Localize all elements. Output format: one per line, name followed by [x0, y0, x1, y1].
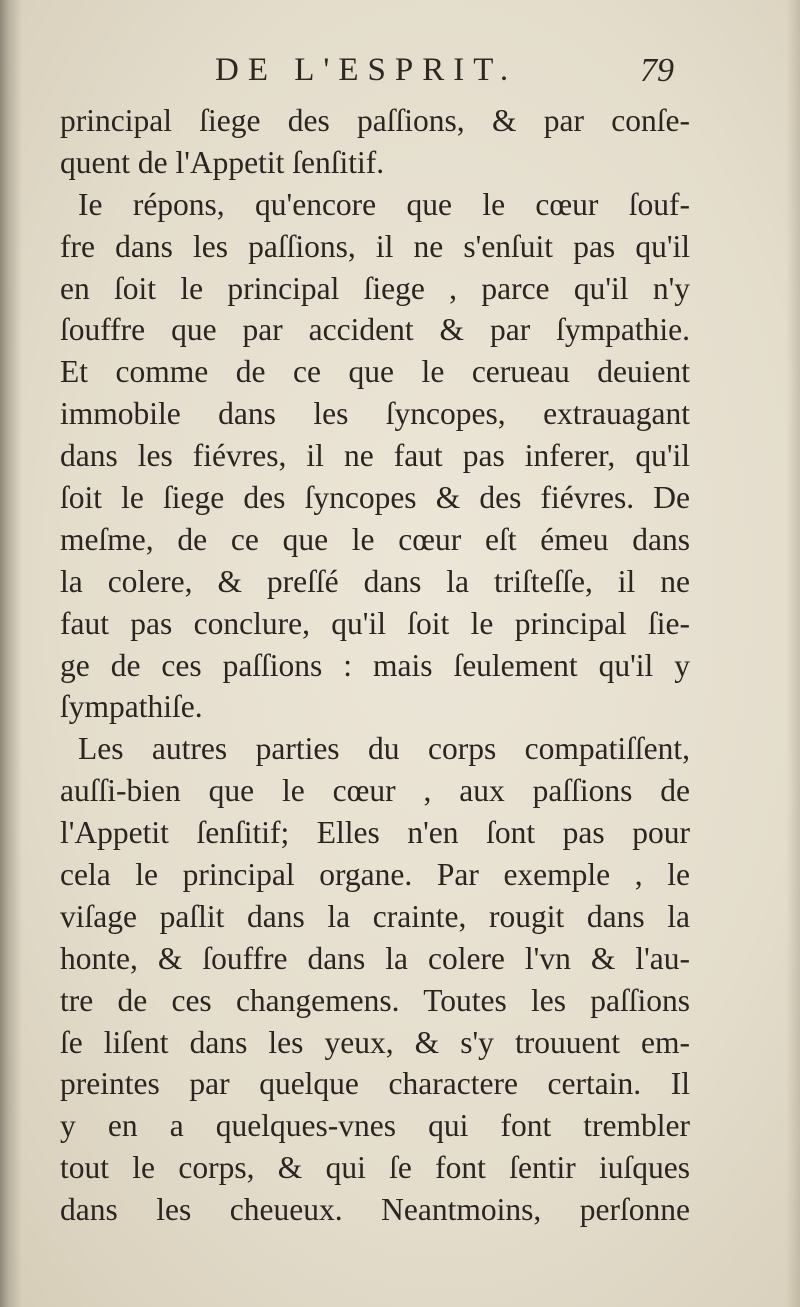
text-line: honte, & ſouffre dans la colere l'vn & l'au- — [60, 940, 690, 976]
text-line: l'Appetit ſenſitif; Elles n'en ſont pas pour — [60, 815, 690, 851]
text-line: viſage paſlit dans la crainte, rougit dans la — [60, 898, 690, 934]
text-line: faut pas conclure, qu'il ſoit le principal ſie- — [60, 605, 690, 641]
text-line: ſoit le ſiege des ſyncopes & des fiévres. De — [60, 480, 690, 516]
page-gutter-shadow — [0, 0, 22, 1307]
text-line: tre de ces changemens. Toutes les paſſions — [60, 982, 690, 1018]
text-line: cela le principal organe. Par exemple , le — [60, 857, 690, 893]
text-line: ſympathiſe. — [60, 689, 203, 725]
text-line: dans les cheueux. Neantmoins, perſonne — [60, 1192, 690, 1228]
text-line: preintes par quelque charactere certain. Il — [60, 1066, 690, 1102]
text-line: ſe liſent dans les yeux, & s'y trouuent em- — [60, 1024, 690, 1060]
text-line: Ie répons, qu'encore que le cœur ſouf- — [78, 186, 690, 222]
text-line: la colere, & preſſé dans la triſteſſe, il ne — [60, 563, 690, 599]
text-line: quent de l'Appetit ſenſitif. — [60, 144, 385, 180]
text-line: immobile dans les ſyncopes, extrauagant — [60, 396, 690, 432]
text-line: Les autres parties du corps compatiſſent, — [78, 731, 690, 767]
text-line: Et comme de ce que le cerueau deuient — [60, 354, 690, 390]
page-number: 79 — [640, 52, 674, 89]
text-line: principal ſiege des paſſions, & par conſe- — [60, 103, 690, 138]
text-line: en ſoit le principal ſiege , parce qu'il n'y — [60, 270, 690, 306]
text-line: tout le corps, & qui ſe font ſentir iuſques — [60, 1150, 690, 1186]
text-line: fre dans les paſſions, il ne s'enſuit pas qu'il — [60, 228, 690, 264]
text-line: y en a quelques-vnes qui font trembler — [60, 1108, 690, 1144]
running-head: DE L'ESPRIT. — [215, 52, 518, 88]
text-line: meſme, de ce que le cœur eſt émeu dans — [60, 521, 690, 557]
text-line: auſſi-bien que le cœur , aux paſſions de — [60, 773, 690, 809]
text-line: dans les fiévres, il ne faut pas inferer, qu'il — [60, 438, 690, 474]
page-edge-shadow — [786, 0, 800, 1307]
text-line: ſouffre que par accident & par ſympathie. — [60, 312, 690, 348]
body-text — [60, 100, 690, 1231]
text-line: ge de ces paſſions : mais ſeulement qu'il y — [60, 647, 690, 683]
